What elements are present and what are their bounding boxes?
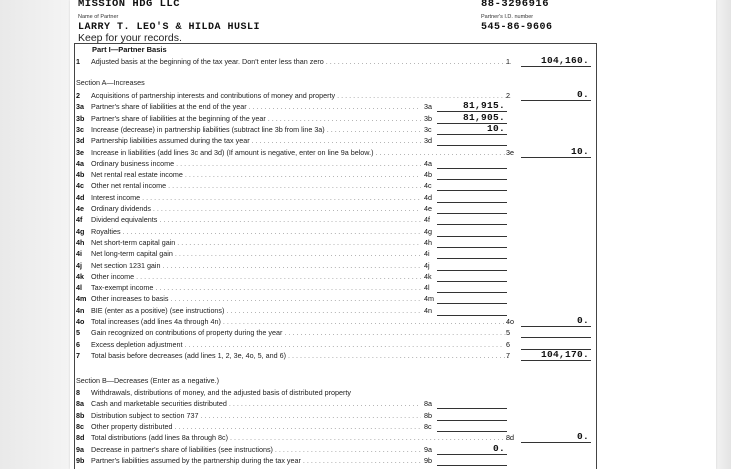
line-8b [74,410,594,421]
line-number: 3e [76,147,84,157]
line-ref: 4h [424,237,432,247]
line-label: BIE (enter as a positive) (see instructions) . . . [91,305,421,316]
partner-name-label: Name of Partner [78,14,119,20]
entry-underline [437,465,507,466]
line-number: 9b [76,455,85,465]
line-label: Gain recognized on contributions of property during the year . . . [91,327,511,338]
line-3a [74,101,594,112]
line-ref: 4i [424,249,430,259]
line-ref: 4c [424,181,432,191]
line-3c [74,124,594,135]
line-5 [74,327,594,338]
line-ref: 8c [424,421,432,431]
line-ref: 5 [506,328,510,338]
line-number: 4f [76,215,83,225]
line-label: Increase (decrease) in partnership liabilities (subtract line 3b from line 3a) . . . [91,124,421,135]
line-ref: 8a [424,399,432,409]
line-ref: 4o [506,317,514,326]
line-amount: 0. [576,431,589,443]
line-label: Total distributions (add lines 8a through 8c) . . . [91,432,511,443]
line-number: 3a [76,102,84,112]
line-number: 8d [76,433,85,443]
line-4o [74,316,594,327]
line-label: Acquisitions of partnership interests and contributions of money and property . . . [91,90,511,101]
line-number: 5 [76,328,80,338]
section-a-title: Section A—Increases [76,78,145,87]
line-ref: 4e [424,204,432,213]
line-ref: 8b [424,410,432,420]
line-amount: 81,915. [462,100,505,112]
line-label: Partner's share of liabilities at the end of the year . . . [91,101,421,112]
line-8d [74,432,594,443]
line-amount: 0. [576,315,589,326]
line-label: Partner's share of liabilities at the beginning of the year . . . [91,113,421,124]
line-ref: 4n [424,305,432,315]
line-8 [74,387,594,398]
line-2 [74,90,594,101]
line-amount: 104,170. [540,348,589,360]
line-label: Net long-term capital gain . . . [91,248,421,259]
line-ref: 4l [424,283,430,293]
line-ref: 3e [506,147,514,157]
line-number: 4i [76,249,82,259]
line-label: Other net rental income . . . [91,180,421,191]
line-ref: 9b [424,455,432,465]
entry-underline [521,360,591,361]
line-4d [74,192,594,203]
line-ref: 3c [424,124,432,134]
line-number: 3d [76,136,85,146]
viewer-right-margin [716,0,731,469]
line-label: Interest income . . . [91,192,421,203]
line-ref: 4g [424,226,432,236]
line-label: Cash and marketable securities distributed . . . [91,398,421,409]
line-number: 4h [76,237,85,247]
line-label: Other increases to basis . . . [91,293,421,304]
line-number: 2 [76,91,80,100]
line-1 [74,56,594,67]
line-number: 4g [76,226,85,236]
line-number: 4m [76,294,87,304]
part1-title: Part I—Partner Basis [92,45,167,54]
line-9b [74,455,594,466]
keep-records-note: Keep for your records. [78,32,182,44]
line-ref: 9a [424,444,432,454]
line-8a [74,398,594,409]
line-label: Adjusted basis at the beginning of the tax year. Don't enter less than zero . . . [91,56,511,67]
line-number: 7 [76,350,80,360]
line-4n [74,305,594,316]
line-4e [74,203,594,214]
line-ref: 3b [424,113,432,123]
line-label: Withdrawals, distributions of money, and the adjusted basis of distributed property [91,388,351,397]
line-4a [74,158,594,169]
line-ref: 4b [424,170,432,180]
line-ref: 4f [424,215,430,225]
line-label: Tax-exempt income . . . [91,282,421,293]
line-ref: 4m [424,294,434,304]
line-label: Partnership liabilities assumed during the tax year . . . [91,135,421,146]
line-number: 9a [76,444,84,454]
line-3e [74,147,594,158]
line-4m [74,293,594,304]
line-ref: 3d [424,136,432,146]
line-number: 8a [76,399,84,409]
line-number: 4e [76,204,84,213]
line-number: 6 [76,339,80,349]
line-label: Other property distributed . . . [91,421,421,432]
line-4i [74,248,594,259]
line-amount: 10. [486,122,505,134]
line-7 [74,350,594,361]
line-4h [74,237,594,248]
line-ref: 3a [424,102,432,112]
line-ref: 1 [506,57,510,66]
line-label: Other income . . . [91,271,421,282]
line-label: Net rental real estate income . . . [91,169,421,180]
line-number: 8 [76,388,80,397]
line-label: Partner's liabilities assumed by the partnership during the tax year . . . [91,455,421,466]
line-label: Distribution subject to section 737 . . . [91,410,421,421]
line-amount: 81,905. [462,111,505,123]
line-3b [74,113,594,124]
line-number: 4d [76,192,85,202]
line-number: 8b [76,410,85,420]
line-label: Decrease in partner's share of liabilities (see instructions) . . . [91,444,421,455]
line-label: Ordinary business income . . . [91,158,421,169]
line-ref: 4k [424,271,432,281]
line-number: 4b [76,170,85,180]
line-9a [74,444,594,455]
line-number: 8c [76,421,84,431]
line-ref: 7 [506,350,510,360]
line-number: 4n [76,305,85,315]
line-number: 4k [76,271,84,281]
line-ref: 4d [424,192,432,202]
partner-name: LARRY T. LEO'S & HILDA HUSLI [78,22,261,33]
line-3d [74,135,594,146]
line-ref: 8d [506,433,514,443]
line-amount: 104,160. [540,55,589,66]
line-4c [74,180,594,191]
line-label: Net section 1231 gain . . . [91,260,421,271]
line-4g [74,226,594,237]
entry-underline [521,66,591,67]
line-6 [74,339,594,350]
line-label: Increase in liabilities (add lines 3c and 3d) (If amount is negative, enter on line 9a below.) . . . [91,147,511,158]
line-number: 4l [76,283,82,293]
line-label: Total basis before decreases (add lines 1, 2, 3e, 4o, 5, and 6) . . . [91,350,511,361]
line-amount: 0. [492,442,505,454]
line-4k [74,271,594,282]
line-number: 4c [76,181,84,191]
line-4f [74,214,594,225]
form-page [70,0,716,469]
section-b-title: Section B—Decreases (Enter as a negative.) [76,376,220,385]
line-label: Ordinary dividends . . . [91,203,421,214]
line-label: Dividend equivalents . . . [91,214,421,225]
line-number: 4j [76,260,82,270]
line-number: 3c [76,124,84,134]
line-ref: 4j [424,260,430,270]
partnership-ein: 88-3296916 [481,0,550,10]
line-label: Total increases (add lines 4a through 4n) . . . [91,316,511,327]
line-8c [74,421,594,432]
line-4j [74,260,594,271]
line-number: 1 [76,57,80,66]
line-amount: 10. [570,145,589,157]
line-number: 3b [76,113,85,123]
line-number: 4a [76,158,84,168]
line-ref: 2 [506,91,510,100]
partnership-name: MISSION HDG LLC [78,0,181,10]
line-label: Net short-term capital gain . . . [91,237,421,248]
line-label: Royalties . . . [91,226,421,237]
viewer-left-margin [0,0,70,469]
partner-id-label: Partner's I.D. number [481,14,534,20]
line-4l [74,282,594,293]
line-number: 4o [76,317,85,326]
partner-id: 545-86-9606 [481,22,553,33]
line-label: Excess depletion adjustment . . . [91,339,511,350]
line-amount: 0. [576,89,589,100]
line-4b [74,169,594,180]
line-ref: 4a [424,158,432,168]
line-ref: 6 [506,339,510,349]
